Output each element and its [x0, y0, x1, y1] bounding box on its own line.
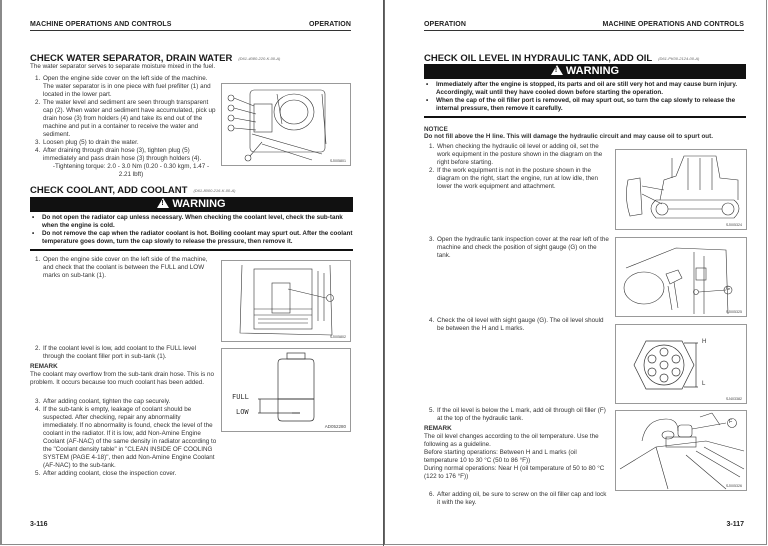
- step-number: 3.: [429, 236, 435, 243]
- section-title-text: CHECK OIL LEVEL IN HYDRAULIC TANK, ADD OIL: [424, 53, 653, 64]
- header-right: MACHINE OPERATIONS AND CONTROLS: [602, 21, 744, 28]
- header-left: MACHINE OPERATIONS AND CONTROLS: [30, 21, 172, 28]
- gauge-l-label: L: [702, 381, 706, 387]
- hydraulic-step-3: [429, 236, 611, 260]
- warning-end-rule: [30, 249, 353, 251]
- figure-water-separator: [221, 83, 351, 166]
- warning-triangle-icon: [157, 198, 169, 208]
- step-text: The water level and sediment are seen through transparent cap (2). When water and sediment have accumulated, pick up drain hose (3) from holders (4) and take its end out of the machine and put in a container to receive the water and sediment.: [43, 99, 216, 138]
- gauge-h-label: H: [702, 339, 707, 345]
- low-mark-label: LOW: [236, 408, 249, 416]
- water-separator-intro: The water separator serves to separate moisture mixed in the fuel.: [30, 63, 216, 70]
- remark-line: During normal operations: Near H (oil temperature of 50 to 80 °C (122 to 176 °F)): [424, 465, 605, 480]
- warning-banner: [424, 64, 746, 79]
- subtank-level-illustration: [222, 349, 352, 433]
- step-text: After adding coolant, close the inspection cover.: [43, 470, 177, 477]
- step-number: 5.: [35, 470, 41, 477]
- step: [429, 236, 611, 260]
- figure-id: AD052280: [324, 424, 346, 429]
- hydraulic-step-6: [429, 491, 611, 507]
- sight-gauge-illustration: [616, 325, 748, 405]
- section-title-hydraulic: [424, 53, 699, 64]
- step-number: 3.: [35, 139, 41, 146]
- figure-id: SJ005325: [725, 310, 742, 314]
- hydraulic-steps-1-2: [429, 143, 611, 191]
- figure-id: SJ005802: [329, 335, 346, 339]
- warning-label: WARNING: [172, 198, 226, 210]
- coolant-warnings: [30, 214, 355, 246]
- section-title-coolant: [30, 185, 235, 196]
- step-number: 4.: [35, 147, 41, 154]
- callout-g: G: [726, 286, 730, 292]
- step-number: 3.: [35, 398, 41, 405]
- hydraulic-step-5: [429, 407, 611, 423]
- hydraulic-tank-illustration: [616, 238, 748, 318]
- running-header: [30, 21, 351, 31]
- step-number: 4.: [429, 317, 435, 324]
- step: [429, 317, 611, 333]
- tightening-torque: -Tightening torque: 2.0 - 3.0 Nm (0.20 - 0.30 kgm, 1.47 - 2.21 lbft): [52, 163, 210, 178]
- step-text: After draining through drain hose (3), tighten plug (5) immediately and pass drain hose (3) through holders (4).: [43, 147, 202, 162]
- step-number: 5.: [429, 407, 435, 414]
- step-text: Open the engine side cover on the left side of the machine, and check that the coolant is between the FULL and LOW marks on sub-tank (1).: [43, 256, 208, 279]
- step-text: Open the engine side cover on the left side of the machine. The water separator is in one piece with fuel prefilter (1) and located in the lower part.: [43, 75, 211, 98]
- notice-text: Do not fill above the H line. This will damage the hydraulic circuit and may cause oil to spurt out.: [424, 133, 714, 140]
- figure-oil-filler: [615, 410, 747, 491]
- step-text: Open the hydraulic tank inspection cover at the rear left of the machine and check the position of sight gauge (G) on the tank.: [437, 236, 609, 259]
- running-header: [424, 21, 744, 31]
- coolant-step-2: [35, 345, 217, 361]
- section-code: (D61-PK00-2124-00-A): [658, 55, 700, 61]
- water-separator-steps: [35, 75, 217, 163]
- warning-item: • Do not remove the cap when the radiator coolant is hot. Boiling coolant may spurt out. After the coolant temperature goes down, turn the cap slowly to release the pressure, then remove it.: [30, 230, 355, 246]
- step-number: 2.: [429, 167, 435, 174]
- step: [429, 143, 611, 167]
- step: [35, 406, 217, 470]
- warning-item: • Do not open the radiator cap unless necessary. When checking the coolant level, check the sub-tank when the engine is cold.: [30, 214, 355, 230]
- figure-bulldozer-posture: [615, 149, 747, 230]
- step: [429, 407, 611, 423]
- coolant-steps-after: [35, 398, 217, 478]
- step: [35, 147, 217, 163]
- engine-compartment-illustration: [222, 261, 352, 343]
- step-text: If the oil level is below the L mark, add oil through oil filler (F) at the top of the hydraulic tank.: [437, 407, 606, 422]
- water-separator-illustration: [222, 84, 352, 167]
- section-title-text: CHECK COOLANT, ADD COOLANT: [30, 185, 188, 196]
- remark-label: REMARK: [424, 425, 452, 432]
- figure-coolant-tank-levels: [221, 348, 351, 432]
- section-code: (D61-4080-220-K-00-A): [238, 55, 281, 61]
- step-number: 1.: [35, 256, 41, 263]
- step-text: After adding coolant, tighten the cap securely.: [43, 398, 171, 405]
- remark-line: The oil level changes according to the oil temperature. Use the following as a guideline.: [424, 433, 599, 448]
- step: [35, 75, 217, 99]
- notice-label: NOTICE: [424, 126, 448, 133]
- callout-f: F: [729, 419, 733, 425]
- figure-coolant-subtank-location: [221, 260, 351, 342]
- step-number: 1.: [35, 75, 41, 82]
- step: [35, 398, 217, 406]
- step: [35, 139, 217, 147]
- figure-id: SJ005326: [725, 484, 742, 488]
- bulldozer-illustration: [616, 150, 748, 231]
- remark-text: The coolant may overflow from the sub-tank drain hose. This is no problem. It occurs because too much coolant has been added.: [30, 371, 214, 386]
- full-mark-label: FULL: [232, 393, 249, 401]
- step: [35, 256, 217, 280]
- warning-end-rule: [424, 116, 746, 118]
- left-page: [0, 0, 383, 545]
- step-text: Loosen plug (5) to drain the water.: [43, 139, 139, 146]
- step-text: If the coolant level is low, add coolant to the FULL level through the coolant filler port in sub-tank (1).: [43, 345, 197, 360]
- warning-banner: [30, 197, 353, 212]
- step-number: 2.: [35, 345, 41, 352]
- step-number: 1.: [429, 143, 435, 150]
- coolant-step-1: [35, 256, 217, 280]
- remark-line: Before starting operations: Between H and L marks (oil temperature 10 to 30 °C (50 to 86 °F)): [424, 449, 577, 464]
- section-code: (D61-8000-216-K-00-A): [193, 187, 236, 193]
- step-text: Check the oil level with sight gauge (G). The oil level should be between the H and L marks.: [437, 317, 604, 332]
- warning-triangle-icon: [551, 65, 563, 75]
- figure-id: SJ403382: [725, 397, 742, 401]
- header-left: OPERATION: [424, 21, 466, 28]
- step: [35, 470, 217, 478]
- header-right: OPERATION: [309, 21, 351, 28]
- step-number: 2.: [35, 99, 41, 106]
- warning-item: • Immediately after the engine is stopped, its parts and oil are still very hot and may cause burn injury. Accordingly, wait until they have cooled down before starting the operation.: [424, 81, 749, 97]
- step: [429, 167, 611, 191]
- page-number: 3-117: [726, 521, 744, 528]
- step-text: If the sub-tank is empty, leakage of coolant should be suspected. After checking, repair any abnormality immediately. If no abnormality is found, check the level of the coolant in the radiator. If it is low, add Non-Amine Engine Coolant (AF-NAC) of the same density in radiator according to the "Coolant density table" in "CLEAN INSIDE OF COOLING SYSTEM (PAGE 4-18)", then add Non-Amine Engine Coolant (AF-NAC) to the sub-tank.: [43, 406, 217, 469]
- warning-item: • When the cap of the oil filler port is removed, oil may spurt out, so turn the cap slowly to release the internal pressure, then remove it carefully.: [424, 97, 749, 113]
- figure-id: SJ005801: [329, 159, 346, 163]
- hydraulic-step-4: [429, 317, 611, 333]
- figure-sight-gauge-location: [615, 237, 747, 317]
- hydraulic-warnings: [424, 81, 749, 113]
- step-text: After adding oil, be sure to screw on the oil filler cap and lock it with the key.: [437, 491, 607, 506]
- figure-sight-gauge-levels: [615, 324, 747, 404]
- section-title-text: CHECK WATER SEPARATOR, DRAIN WATER: [30, 53, 233, 64]
- step-number: 4.: [35, 406, 41, 413]
- step: [35, 345, 217, 361]
- step-number: 6.: [429, 491, 435, 498]
- remark-label: REMARK: [30, 363, 58, 370]
- right-page: [384, 0, 767, 545]
- step-text: When checking the hydraulic oil level or adding oil, set the work equipment in the posture shown in the diagram on the right before starting.: [437, 143, 603, 166]
- warning-label: WARNING: [565, 65, 620, 77]
- step: [429, 491, 611, 507]
- step-text: If the work equipment is not in the posture shown in the diagram on the right, start the engine, run at low idle, then lower the work equipment and attachment.: [437, 167, 599, 190]
- step: [35, 99, 217, 139]
- figure-id: SJ005324: [725, 223, 742, 227]
- page-number: 3-116: [30, 521, 48, 528]
